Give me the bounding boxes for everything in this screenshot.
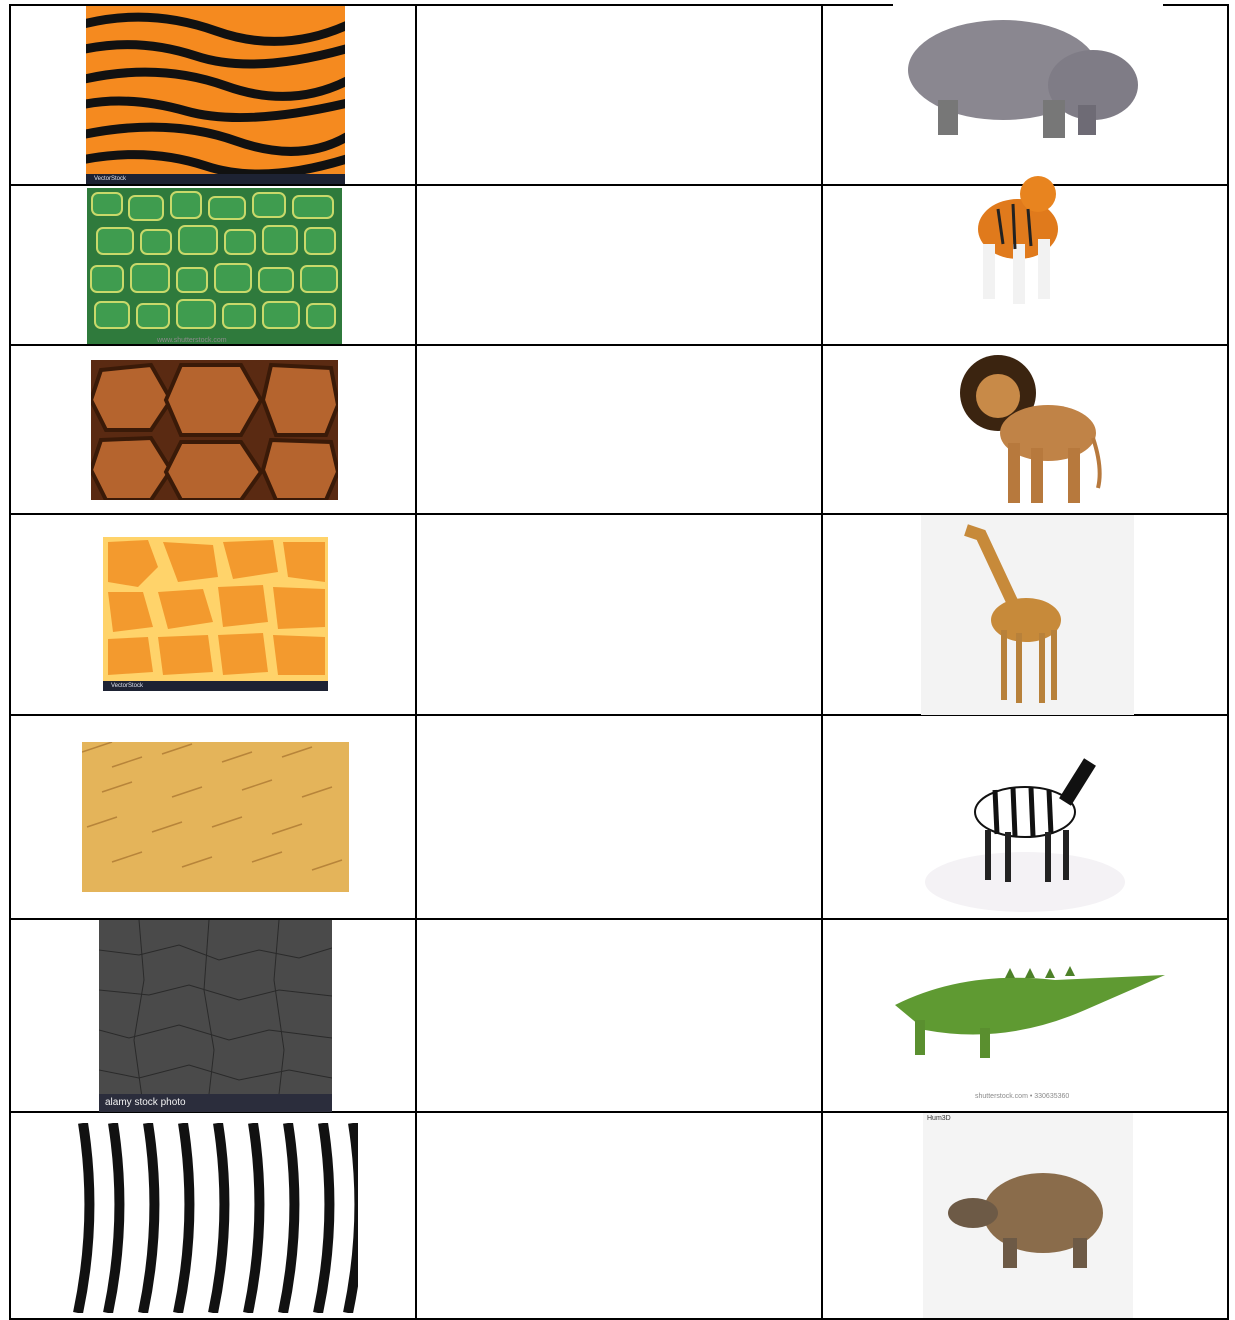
pattern-cell-2 <box>10 185 416 345</box>
animal-cell-2 <box>822 185 1228 345</box>
animal-cell-1 <box>822 5 1228 185</box>
animal-cell-5 <box>822 715 1228 919</box>
hippopotamus-image <box>893 0 1163 150</box>
giraffe-image <box>921 515 1134 715</box>
hum3d-watermark: Hum3D <box>927 1115 951 1122</box>
tiger-stripes-pattern <box>86 6 345 184</box>
pattern-cell-6 <box>10 919 416 1112</box>
animal-cell-7 <box>822 1112 1228 1319</box>
lion-fur-pattern <box>82 742 349 892</box>
animal-cell-3 <box>822 345 1228 514</box>
matching-worksheet-table <box>9 4 1229 1320</box>
tortoise-image <box>923 1113 1133 1318</box>
blank-cell-7 <box>416 1112 822 1319</box>
pattern-cell-1 <box>10 5 416 185</box>
pattern-cell-7 <box>10 1112 416 1319</box>
blank-cell-2 <box>416 185 822 345</box>
shutterstock-watermark-2: shutterstock.com • 330635360 <box>975 1093 1070 1100</box>
zebra-stripes-pattern <box>73 1123 358 1313</box>
shutterstock-watermark: www.shutterstock.com <box>157 337 227 344</box>
blank-cell-4 <box>416 514 822 715</box>
vectorstock-watermark: VectorStock <box>86 174 345 184</box>
tortoise-shell-pattern <box>91 360 338 500</box>
pattern-cell-5 <box>10 715 416 919</box>
hippo-skin-pattern <box>99 920 332 1112</box>
blank-cell-5 <box>416 715 822 919</box>
blank-cell-3 <box>416 345 822 514</box>
animal-cell-4 <box>822 514 1228 715</box>
lion-image <box>953 348 1103 510</box>
crocodile-scales-pattern <box>87 188 342 344</box>
giraffe-patches-pattern <box>103 537 328 691</box>
pattern-cell-3 <box>10 345 416 514</box>
animal-cell-6 <box>822 919 1228 1112</box>
tiger-image <box>953 174 1073 314</box>
blank-cell-1 <box>416 5 822 185</box>
alamy-watermark: alamy stock photo <box>99 1094 332 1112</box>
crocodile-image <box>885 950 1170 1100</box>
pattern-cell-4 <box>10 514 416 715</box>
blank-cell-6 <box>416 919 822 1112</box>
vectorstock-watermark-2: VectorStock <box>103 681 328 691</box>
zebra-image <box>925 742 1130 918</box>
